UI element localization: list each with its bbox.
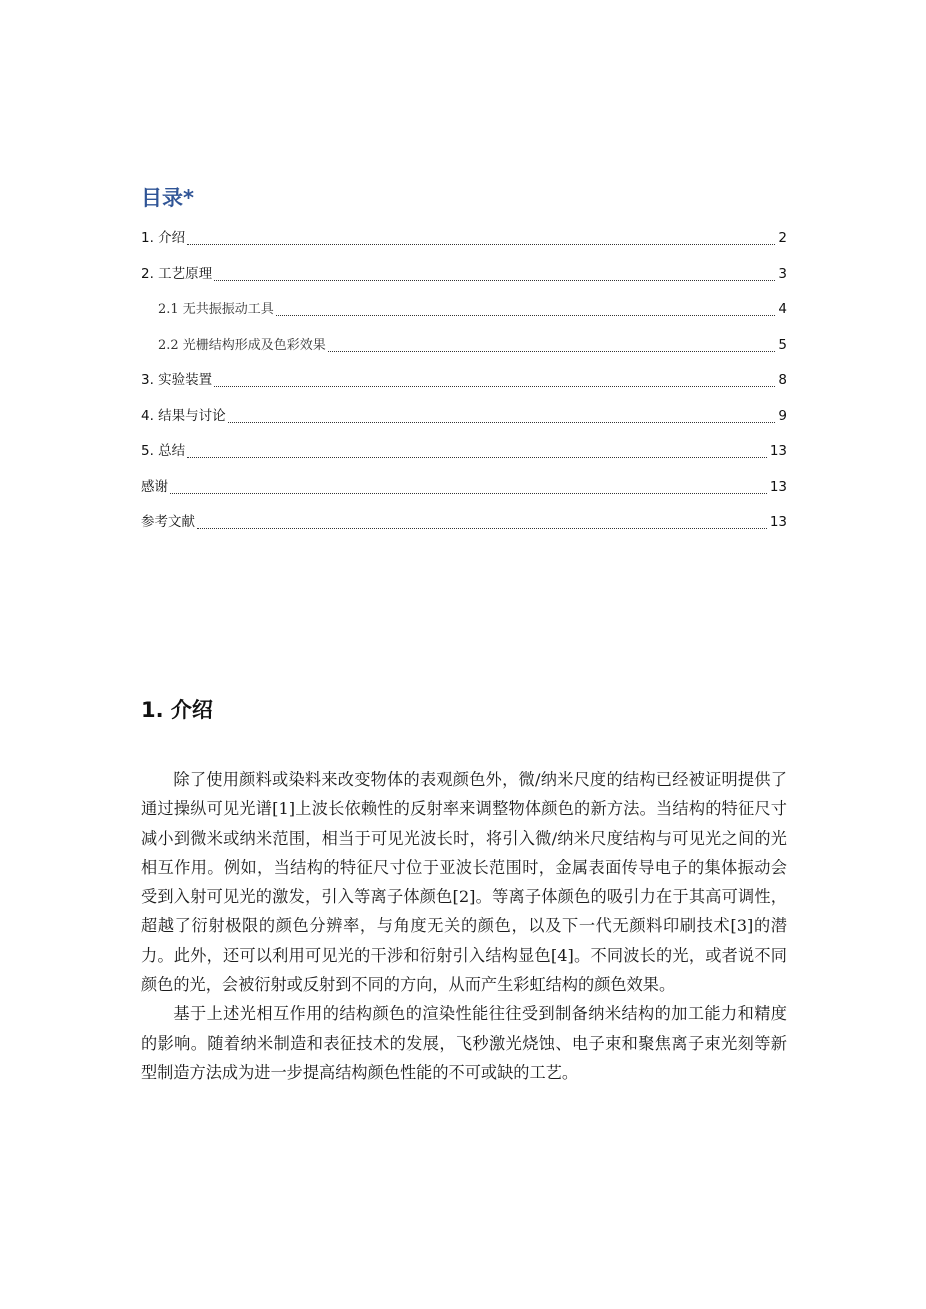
section-body — [141, 765, 787, 1087]
toc-entry-label: 感谢 — [141, 478, 168, 495]
toc-entry-page: 4 — [778, 301, 787, 317]
toc-entry-grating-color[interactable] — [141, 333, 787, 357]
paragraph: 基于上述光相互作用的结构颜色的渲染性能往往受到制备纳米结构的加工能力和精度的影响。随着纳米制造和表征技术的发展，飞秒激光烧蚀、电子束和聚焦离子束光刻等新型制造方法成为进一步提高结构颜色性能的不可或缺的工艺。 — [141, 1004, 787, 1082]
toc-entry-page: 2 — [778, 230, 787, 246]
toc-entry-summary[interactable] — [141, 439, 787, 463]
toc-entry-nonresonant-tool[interactable] — [141, 297, 787, 321]
toc-entry-results-discussion[interactable] — [141, 404, 787, 428]
toc-entry-page: 3 — [778, 265, 787, 282]
toc-entry-label: 参考文献 — [141, 514, 195, 530]
dot-leader — [328, 350, 776, 352]
toc-entry-page: 9 — [778, 407, 787, 424]
dot-leader — [170, 492, 767, 494]
dot-leader — [214, 279, 775, 281]
dot-leader — [187, 456, 767, 458]
toc-entry-page: 8 — [778, 372, 787, 388]
toc-entry-page: 13 — [769, 514, 787, 530]
toc-entry-label: 2.2 光栅结构形成及色彩效果 — [158, 337, 326, 353]
dot-leader — [214, 385, 775, 387]
dot-leader — [276, 314, 776, 316]
toc-entry-introduction[interactable] — [141, 226, 787, 250]
toc-entry-label: 4. 结果与讨论 — [141, 407, 226, 424]
toc-entry-acknowledgements[interactable] — [141, 475, 787, 499]
paragraph: 除了使用颜料或染料来改变物体的表观颜色外，微/纳米尺度的结构已经被证明提供了通过操纵可见光谱[1]上波长依赖性的反射率来调整物体颜色的新方法。当结构的特征尺寸减小到微米或纳米范围，相当于可见光波长时，将引入微/纳米尺度结构与可见光之间的光相互作用。例如，当结构的特征尺寸位于亚波长范围时，金属表面传导电子的集体振动会受到入射可见光的激发，引入等离子体颜色[2]。等离子体颜色的吸引力在于其高可调性，超越了衍射极限的颜色分辨率，与角度无关的颜色，以及下一代无颜料印刷技术[3]的潜力。此外，还可以利用可见光的干涉和衍射引入结构显色[4]。不同波长的光，或者说不同颜色的光，会被衍射或反射到不同的方向，从而产生彩虹结构的颜色效果。 — [141, 770, 787, 995]
section-heading: 1. 介绍 — [141, 698, 213, 722]
toc-entry-label: 2.1 无共振振动工具 — [158, 302, 274, 317]
dot-leader — [228, 421, 776, 423]
dot-leader — [197, 527, 767, 529]
toc-entry-references[interactable] — [141, 510, 787, 534]
toc-title: 目录* — [141, 186, 194, 210]
toc-entry-label: 5. 总结 — [141, 443, 186, 459]
toc-entry-label: 2. 工艺原理 — [141, 265, 213, 282]
toc-entry-process-principle[interactable] — [141, 262, 787, 286]
dot-leader — [187, 243, 775, 245]
toc-entry-experimental-setup[interactable] — [141, 368, 787, 392]
toc-entry-label: 3. 实验装置 — [141, 372, 213, 388]
toc-entry-page: 5 — [778, 336, 787, 353]
toc-entry-page: 13 — [769, 443, 787, 459]
toc-entry-page: 13 — [769, 478, 787, 495]
toc-entry-label: 1. 介绍 — [141, 230, 186, 246]
